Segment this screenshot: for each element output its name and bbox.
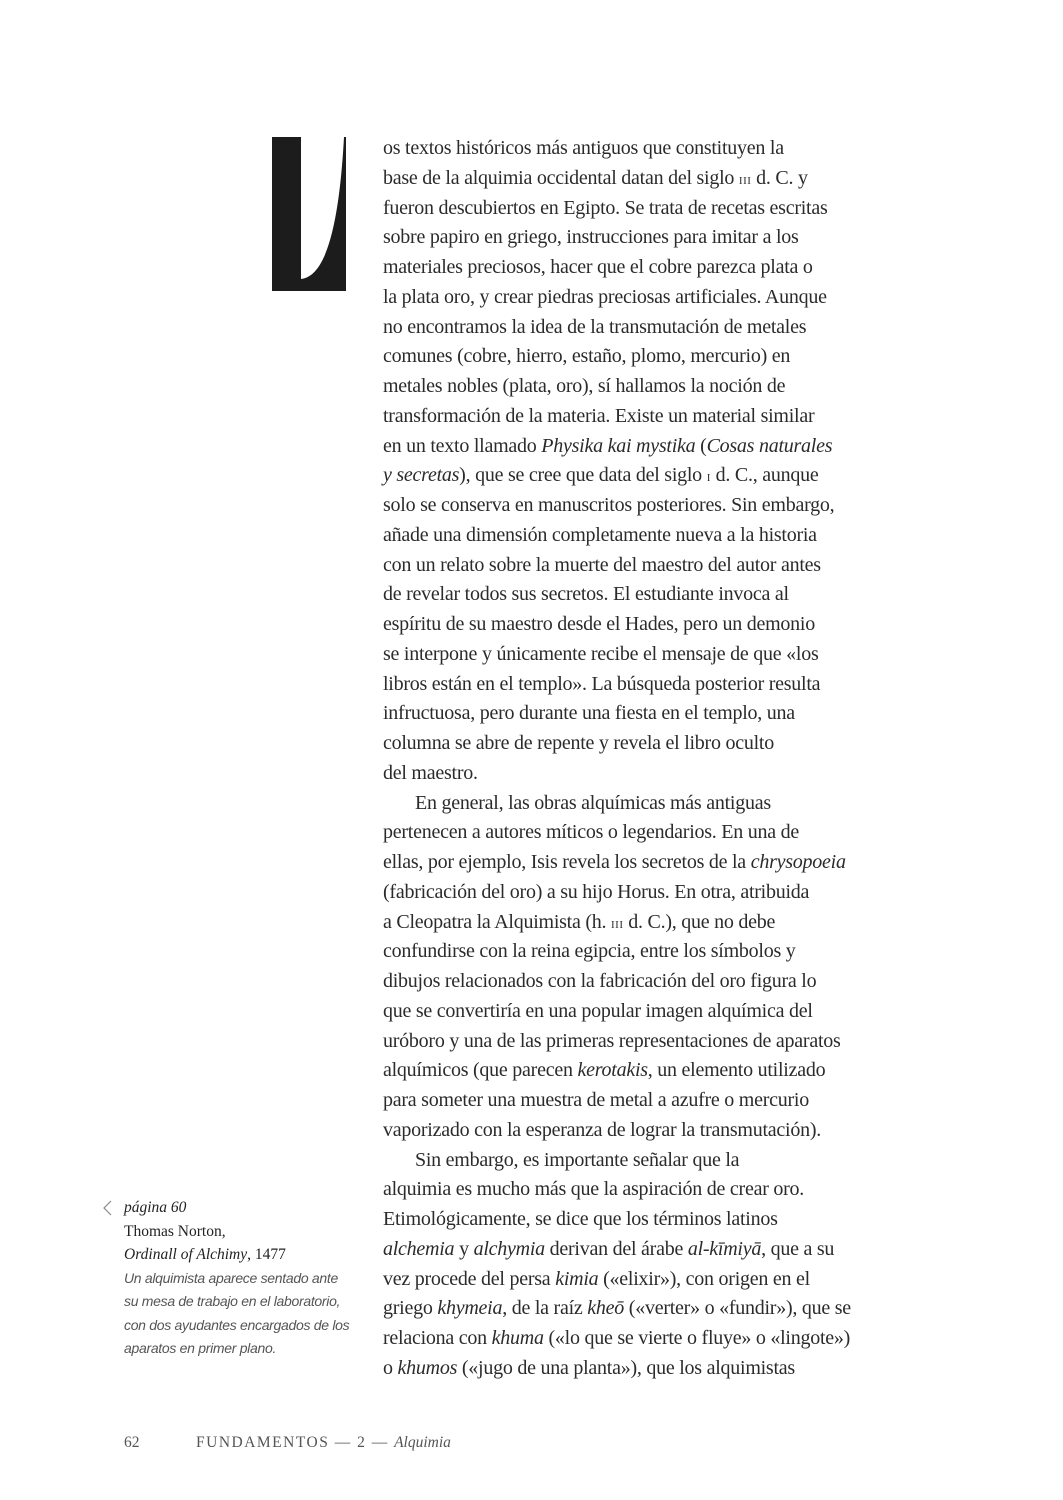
text-run: vez procede del persa	[383, 1267, 556, 1290]
chapter-title: Alquimia	[394, 1434, 451, 1451]
text-line	[383, 818, 963, 848]
text-run: vaporizado con la esperanza de lograr la transmutación).	[383, 1118, 822, 1141]
text-run: transformación de la materia. Existe un material similar	[383, 404, 815, 427]
text-line	[383, 461, 963, 491]
text-line	[383, 1146, 963, 1176]
page-footer	[124, 1434, 451, 1452]
text-line	[383, 1175, 963, 1205]
text-line	[383, 937, 963, 967]
text-run: («lo que se vierte o fluye» o «lingote»)	[543, 1327, 851, 1349]
text-line	[383, 1324, 963, 1354]
text-run: base de la alquimia occidental datan del siglo	[383, 166, 739, 189]
text-run: solo se conserva en manuscritos posteriores. Sin embargo,	[383, 494, 835, 516]
text-run: alquimia es mucho más que la aspiración de crear oro.	[383, 1178, 805, 1201]
text-run: comunes (cobre, hierro, estaño, plomo, mercurio) en	[383, 345, 791, 368]
text-run: d. C.), que no debe	[623, 910, 776, 933]
text-run: (	[695, 434, 707, 457]
italic-term: alchemia	[383, 1237, 455, 1260]
text-run: uróboro y una de las primeras representaciones de aparatos	[383, 1029, 841, 1052]
italic-term: khuma	[491, 1327, 544, 1349]
text-run: , que a su	[761, 1237, 835, 1260]
text-line	[383, 551, 963, 581]
text-line	[383, 491, 963, 521]
text-line	[383, 313, 963, 343]
text-run: confundirse con la reina egipcia, entre los símbolos y	[383, 940, 796, 963]
text-line	[383, 580, 963, 610]
text-line	[383, 878, 963, 908]
text-line	[383, 1294, 963, 1324]
text-run: no encontramos la idea de la transmutación de metales	[383, 315, 807, 338]
text-line	[383, 789, 963, 819]
text-line	[383, 283, 963, 313]
text-line	[383, 402, 963, 432]
caption-description: Un alquimista aparece sentado ante su mesa de trabajo en el laboratorio, con dos ayudantes encargados de los aparatos en primer plano.	[124, 1269, 350, 1356]
text-line	[383, 1027, 963, 1057]
text-run: (fabricación del oro) a su hijo Horus. En otra, atribuida	[383, 880, 810, 903]
text-run: relaciona con	[383, 1327, 492, 1349]
text-run: alquímicos (que parecen	[383, 1059, 578, 1082]
text-run: y	[454, 1237, 474, 1260]
text-run: ), que se cree que data del siglo	[459, 464, 707, 487]
text-run: pertenecen a autores míticos o legendarios. En una de	[383, 821, 800, 844]
text-run: Sin embargo, es importante señalar que la	[415, 1148, 740, 1171]
text-line	[383, 967, 963, 997]
italic-term: Cosas naturales	[706, 434, 833, 457]
text-run: iii	[611, 915, 624, 932]
text-run: espíritu de su maestro desde el Hades, pero un demonio	[383, 613, 815, 635]
text-line	[383, 699, 963, 729]
text-run: o	[383, 1356, 398, 1379]
text-line	[383, 610, 963, 640]
text-line	[383, 729, 963, 759]
text-run: os textos históricos más antiguos que constituyen la	[383, 137, 784, 159]
text-run: griego	[383, 1297, 438, 1320]
text-run: que se convertiría en una popular imagen alquímica del	[383, 999, 813, 1022]
text-line	[383, 223, 963, 253]
text-line	[383, 164, 963, 194]
text-run: Etimológicamente, se dice que los términos latinos	[383, 1208, 778, 1230]
text-line	[383, 134, 963, 164]
text-run: con un relato sobre la muerte del maestro del autor antes	[383, 553, 821, 576]
text-run: de revelar todos sus secretos. El estudiante invoca al	[383, 583, 789, 606]
text-run: metales nobles (plata, oro), sí hallamos la noción de	[383, 375, 786, 397]
caption-work-year: , 1477	[247, 1246, 286, 1263]
text-line	[383, 253, 963, 283]
italic-term: y secretas	[383, 464, 460, 487]
italic-term: kerotakis	[577, 1059, 648, 1082]
figure-caption	[124, 1196, 354, 1361]
text-line	[383, 1116, 963, 1146]
chevron-left-icon	[100, 1199, 114, 1217]
text-line	[383, 342, 963, 372]
italic-term: khumos	[397, 1356, 458, 1379]
text-run: columna se abre de repente y revela el libro oculto	[383, 732, 774, 754]
text-run: libros están en el templo». La búsqueda posterior resulta	[383, 672, 821, 695]
caption-work-title: Ordinall of Alchimy	[124, 1246, 248, 1263]
text-line	[383, 1086, 963, 1116]
text-line	[383, 521, 963, 551]
page-number: 62	[124, 1434, 140, 1451]
italic-term: kheō	[587, 1297, 625, 1320]
text-run: en un texto llamado	[383, 434, 542, 457]
text-run: sobre papiro en griego, instrucciones para imitar a los	[383, 226, 799, 249]
text-run: («jugo de una planta»), que los alquimistas	[457, 1356, 795, 1379]
text-line	[383, 372, 963, 402]
text-run: d. C. y	[751, 166, 808, 189]
text-run: se interpone y únicamente recibe el mensaje de que «los	[383, 642, 819, 665]
text-line	[383, 908, 963, 938]
italic-term: kimia	[555, 1267, 599, 1290]
italic-term: alchymia	[473, 1237, 545, 1260]
text-run: En general, las obras alquímicas más antiguas	[415, 791, 771, 814]
text-line	[383, 670, 963, 700]
italic-term: Physika kai mystika	[541, 434, 696, 457]
text-line	[383, 759, 963, 789]
drop-cap-letter	[272, 137, 348, 291]
text-line	[383, 432, 963, 462]
italic-term: chrysopoeia	[750, 851, 846, 873]
text-run: materiales preciosos, hacer que el cobre parezca plata o	[383, 256, 813, 278]
text-line	[383, 1354, 963, 1384]
caption-author: Thomas Norton,	[124, 1222, 226, 1240]
text-run: dibujos relacionados con la fabricación del oro figura lo	[383, 970, 817, 992]
section-title: FUNDAMENTOS — 2 —	[196, 1434, 395, 1451]
text-run: del maestro.	[383, 761, 478, 784]
text-run: añade una dimensión completamente nueva a la historia	[383, 523, 817, 546]
text-line	[383, 997, 963, 1027]
text-run: d. C., aunque	[710, 464, 819, 487]
text-run: fueron descubiertos en Egipto. Se trata de recetas escritas	[383, 196, 828, 219]
text-line	[383, 1205, 963, 1235]
text-run: , un elemento utilizado	[647, 1059, 826, 1082]
italic-term: khymeia	[437, 1297, 503, 1320]
text-run: derivan del árabe	[544, 1237, 688, 1260]
text-run: la plata oro, y crear piedras preciosas artificiales. Aunque	[383, 285, 827, 308]
text-line	[383, 848, 963, 878]
italic-term: al-kīmiyā	[687, 1237, 762, 1260]
text-run: para someter una muestra de metal a azufre o mercurio	[383, 1089, 809, 1111]
text-run: a Cleopatra la Alquimista (h.	[383, 910, 611, 933]
text-run: infructuosa, pero durante una fiesta en el templo, una	[383, 702, 795, 725]
caption-page-ref: página 60	[124, 1199, 187, 1216]
text-line	[383, 1265, 963, 1295]
text-line	[383, 640, 963, 670]
body-text	[383, 134, 963, 1384]
text-run: («verter» o «fundir»), que se	[624, 1297, 851, 1320]
text-line	[383, 194, 963, 224]
text-run: i	[706, 469, 711, 486]
text-run: iii	[738, 171, 752, 188]
text-line	[383, 1235, 963, 1265]
text-run: («elixir»), con origen en el	[598, 1267, 810, 1290]
text-run: ellas, por ejemplo, Isis revela los secretos de la	[383, 851, 751, 873]
text-line	[383, 1056, 963, 1086]
text-run: , de la raíz	[502, 1297, 588, 1320]
